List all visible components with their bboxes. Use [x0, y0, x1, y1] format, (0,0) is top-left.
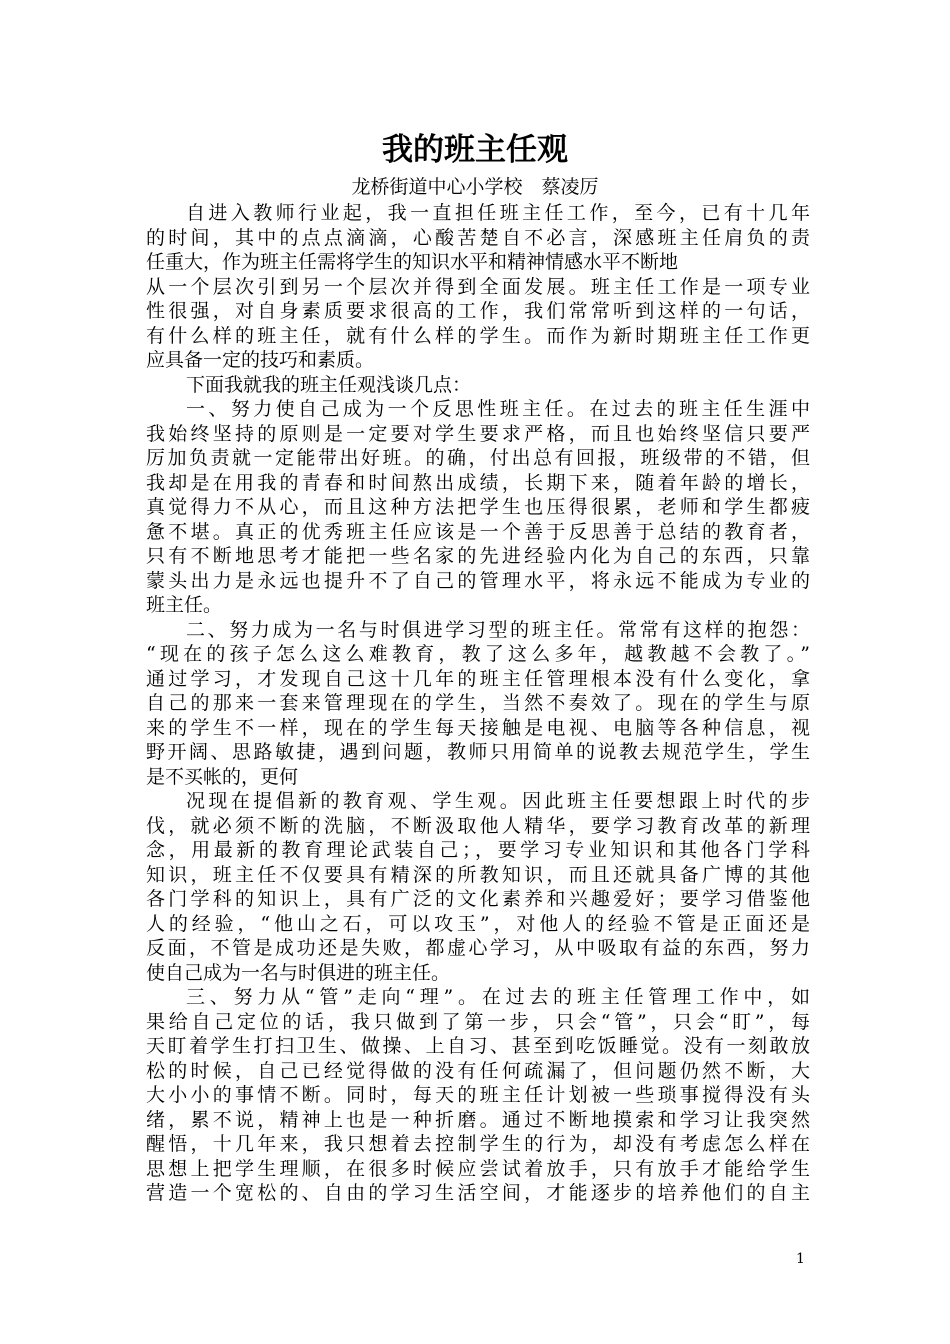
body-line: 我始终坚持的原则是一定要对学生要求严格，而且也始终坚信只要严 — [146, 422, 810, 445]
document-subtitle: 龙桥街道中心小学校 蔡凌厉 — [351, 176, 599, 198]
body-line: 来的学生不一样，现在的学生每天接触是电视、电脑等各种信息，视 — [146, 716, 810, 739]
body-line: 果给自己定位的话，我只做到了第一步，只会“管”，只会“盯”，每 — [146, 1010, 810, 1033]
body-line: 有什么样的班主任，就有什么样的学生。而作为新时期班主任工作更 — [146, 324, 810, 347]
body-line: 三、努力从“管”走向“理”。在过去的班主任管理工作中，如 — [186, 986, 810, 1008]
body-line: 二、努力成为一名与时俱进学习型的班主任。常常有这样的抱怨： — [186, 618, 810, 641]
body-line: 一、努力使自己成为一个反思性班主任。在过去的班主任生涯中 — [186, 398, 810, 420]
body-line: “现在的孩子怎么这么难教育，教了这么多年，越教越不会教了。” — [146, 643, 810, 665]
body-line: 惫不堪。真正的优秀班主任应该是一个善于反思善于总结的教育者， — [146, 520, 810, 543]
body-line: 绪，累不说，精神上也是一种折磨。通过不断地摸索和学习让我突然 — [146, 1108, 810, 1131]
body-line: 反面，不管是成功还是失败，都虚心学习，从中吸取有益的东西，努力 — [146, 937, 810, 959]
page-number: 1 — [796, 1251, 805, 1267]
body-line: 天盯着学生打扫卫生、做操、上自习、甚至到吃饭睡觉。没有一刻敢放 — [146, 1035, 810, 1057]
body-line: 通过学习，才发现自己这十几年的班主任管理根本没有什么变化，拿 — [146, 667, 810, 690]
body-line: 使自己成为一名与时俱进的班主任。 — [146, 961, 451, 984]
body-line: 性很强，对自身素质要求很高的工作，我们常常听到这样的一句话， — [146, 300, 810, 322]
body-line: 下面我就我的班主任观浅谈几点： — [186, 373, 472, 396]
body-line: 知识，班主任不仅要具有精深的所教知识，而且还就具备广博的其他 — [146, 863, 810, 886]
body-line: 应具备一定的技巧和素质。 — [146, 349, 375, 371]
body-line: 大小小的事情不断。同时，每天的班主任计划被一些琐事搅得没有头 — [146, 1084, 810, 1106]
body-line: 班主任。 — [146, 594, 223, 616]
document-body — [146, 201, 810, 1206]
body-line: 自己的那来一套来管理现在的学生，当然不奏效了。现在的学生与原 — [146, 692, 810, 714]
body-line: 蒙头出力是永远也提升不了自己的管理水平，将永远不能成为专业的 — [146, 569, 810, 592]
body-line: 自进入教师行业起，我一直担任班主任工作，至今，已有十几年 — [186, 202, 810, 224]
body-line: 思想上把学生理顺，在很多时候应尝试着放手，只有放手才能给学生 — [146, 1157, 810, 1180]
body-line: 况现在提倡新的教育观、学生观。因此班主任要想跟上时代的步 — [186, 790, 810, 812]
body-line: 只有不断地思考才能把一些名家的先进经验内化为自己的东西，只靠 — [146, 545, 810, 567]
body-line: 厉加负责就一定能带出好班。的确，付出总有回报，班级带的不错，但 — [146, 447, 810, 469]
body-line: 人的经验，“他山之石，可以攻玉”，对他人的经验不管是正面还是 — [146, 912, 810, 935]
body-line: 伐，就必须不断的洗脑，不断汲取他人精华，要学习教育改革的新理 — [146, 814, 810, 837]
body-line: 各门学科的知识上，具有广泛的文化素养和兴趣爱好；要学习借鉴他 — [146, 888, 810, 910]
body-line: 醒悟，十几年来，我只想着去控制学生的行为，却没有考虑怎么样在 — [146, 1133, 810, 1155]
body-line: 我却是在用我的青春和时间熬出成绩，长期下来，随着年龄的增长， — [146, 471, 810, 494]
body-line: 松的时候，自己已经觉得做的没有任何疏漏了，但问题仍然不断，大 — [146, 1059, 810, 1082]
body-line: 念，用最新的教育理论武装自己；，要学习专业知识和其他各门学科 — [146, 839, 810, 861]
body-line: 野开阔、思路敏捷，遇到问题，教师只用简单的说教去规范学生，学生 — [146, 741, 810, 763]
body-line: 真觉得力不从心，而且这种方法把学生也压得很累，老师和学生都疲 — [146, 496, 810, 518]
document-title: 我的班主任观 — [382, 132, 568, 168]
body-line: 的时间，其中的点点滴滴，心酸苦楚自不必言，深感班主任肩负的责 — [146, 226, 810, 249]
body-line: 营造一个宽松的、自由的学习生活空间，才能逐步的培养他们的自主 — [146, 1182, 810, 1204]
body-line: 从一个层次引到另一个层次并得到全面发展。班主任工作是一项专业 — [146, 275, 810, 298]
body-line: 是不买帐的，更何 — [146, 765, 299, 788]
body-line: 任重大，作为班主任需将学生的知识水平和精神情感水平不断地 — [146, 251, 679, 273]
